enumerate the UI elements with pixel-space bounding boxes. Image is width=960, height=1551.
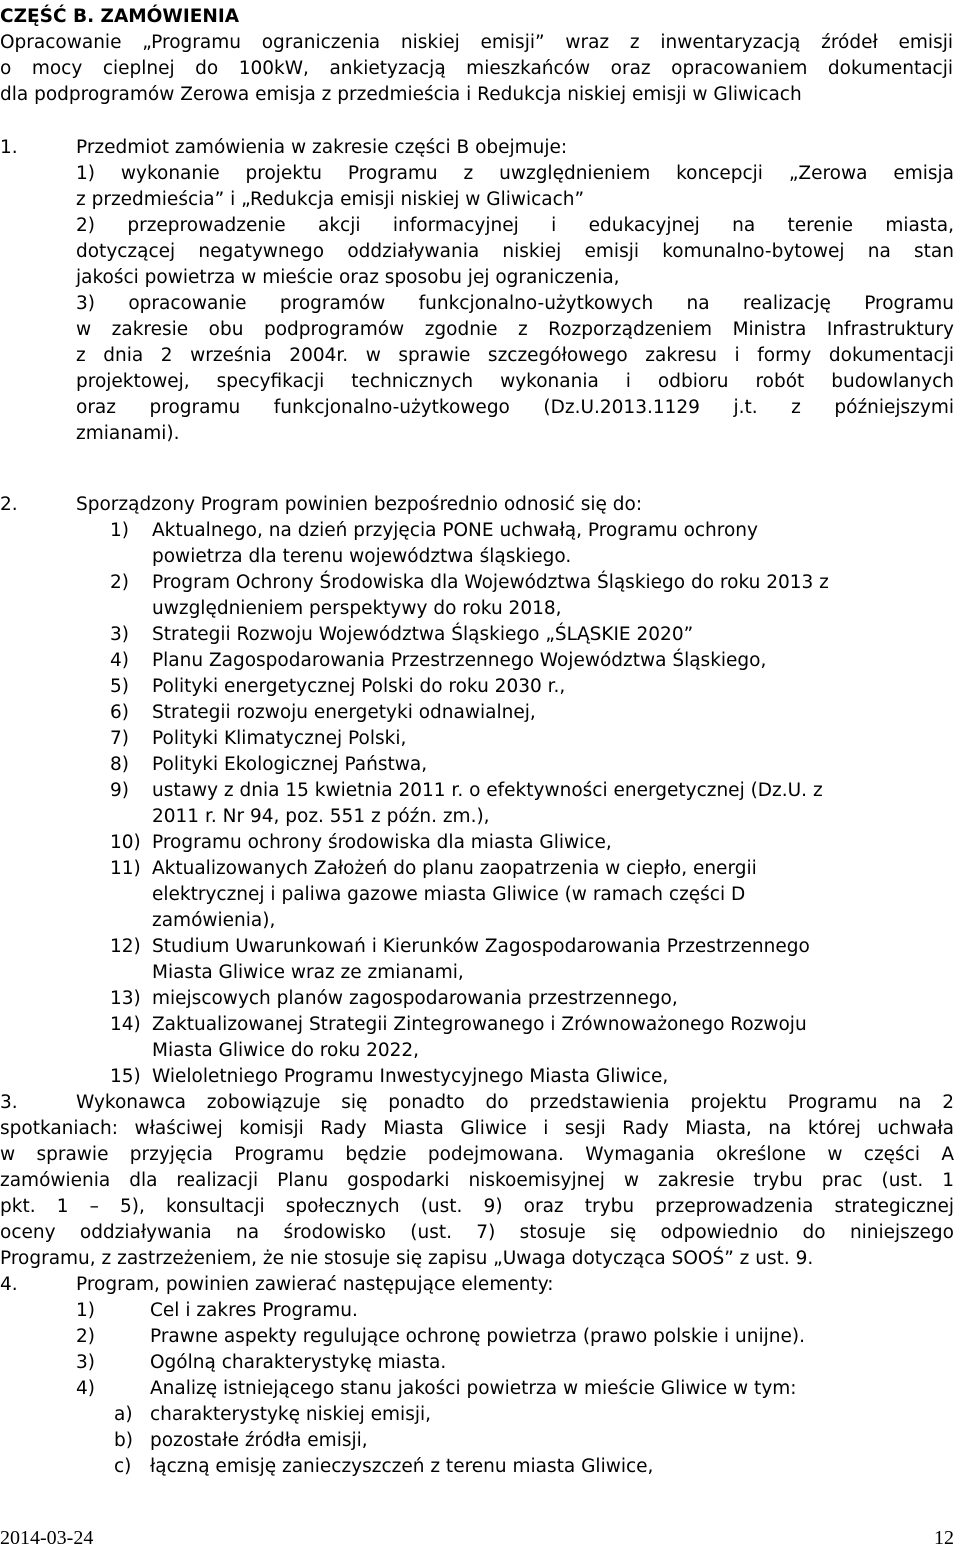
section1-line: oraz programu funkcjonalno-użytkowego (Dz.U.2013.1129 j.t. z późniejszymi (76, 397, 954, 418)
list-item: Aktualizowanych Założeń do planu zaopatrzenia w ciepło, energii (152, 858, 757, 879)
list-item-number: 5) (110, 676, 129, 697)
list-item: Planu Zagospodarowania Przestrzennego Województwa Śląskiego, (152, 650, 767, 671)
list-item-number: 9) (110, 780, 129, 801)
footer-date: 2014-03-24 (0, 1527, 94, 1549)
list-item: Ogólną charakterystykę miasta. (150, 1352, 447, 1373)
section1-line: 1) wykonanie projektu Programu z uwzględnieniem koncepcji „Zerowa emisja (76, 163, 954, 184)
section3-line: pkt. 1 – 5), konsultacji społecznych (ust. 9) oraz trybu przeprowadzenia strategicznej (0, 1196, 954, 1217)
list-item: Miasta Gliwice do roku 2022, (152, 1040, 420, 1061)
list-item: Studium Uwarunkowań i Kierunków Zagospodarowania Przestrzennego (152, 936, 810, 957)
list-item: miejscowych planów zagospodarowania przestrzennego, (152, 988, 678, 1009)
sublist-item-letter: a) (114, 1404, 133, 1425)
list-item: elektrycznej i paliwa gazowe miasta Gliwice (w ramach części D (152, 884, 746, 905)
list-item: powietrza dla terenu województwa śląskiego. (152, 546, 572, 567)
list-item: uwzględnieniem perspektywy do roku 2018, (152, 598, 562, 619)
list-item: Program Ochrony Środowiska dla Województwa Śląskiego do roku 2013 z (152, 572, 829, 593)
intro-line: o mocy cieplnej do 100kW, ankietyzacją mieszkańców oraz opracowaniem dokumentacji (0, 58, 953, 79)
section1-line: dotyczącej negatywnego oddziaływania niskiej emisji komunalno-bytowej na stan (76, 241, 954, 262)
list-item-number: 1) (110, 520, 129, 541)
section3-line: Programu, z zastrzeżeniem, że nie stosuje się zapisu „Uwaga dotycząca SOOŚ” z ust. 9. (0, 1248, 814, 1269)
list-item: ustawy z dnia 15 kwietnia 2011 r. o efektywności energetycznej (Dz.U. z (152, 780, 823, 801)
list-item-number: 3) (110, 624, 129, 645)
section-number: 1. (0, 137, 18, 158)
list-item-number: 14) (110, 1014, 141, 1035)
section1-line: z dnia 2 września 2004r. w sprawie szczegółowego zakresu i formy dokumentacji (76, 345, 954, 366)
intro-line: dla podprogramów Zerowa emisja z przedmieścia i Redukcja niskiej emisji w Gliwicach (0, 84, 802, 105)
list-item: Strategii rozwoju energetyki odnawialnej, (152, 702, 536, 723)
section1-line: 3) opracowanie programów funkcjonalno-użytkowych na realizację Programu (76, 293, 954, 314)
list-item-number: 1) (76, 1300, 95, 1321)
section-number: 2. (0, 494, 18, 515)
section-heading: Sporządzony Program powinien bezpośrednio odnosić się do: (76, 494, 643, 515)
list-item: Aktualnego, na dzień przyjęcia PONE uchwałą, Programu ochrony (152, 520, 758, 541)
sublist-item-letter: b) (114, 1430, 133, 1451)
list-item-number: 8) (110, 754, 129, 775)
list-item-number: 4) (76, 1378, 95, 1399)
list-item-number: 2) (76, 1326, 95, 1347)
list-item: Programu ochrony środowiska dla miasta Gliwice, (152, 832, 612, 853)
section3-line: w sprawie przyjęcia Programu będzie podejmowana. Wymagania określone w części A (0, 1144, 954, 1165)
section3-line: Wykonawca zobowiązuje się ponadto do przedstawienia projektu Programu na 2 (76, 1092, 954, 1113)
list-item-number: 10) (110, 832, 141, 853)
section-heading: Przedmiot zamówienia w zakresie części B obejmuje: (76, 137, 568, 158)
section3-line: spotkaniach: właściwej komisji Rady Miasta Gliwice i sesji Rady Miasta, na której uchwała (0, 1118, 954, 1139)
list-item: Miasta Gliwice wraz ze zmianami, (152, 962, 464, 983)
section1-line: 2) przeprowadzenie akcji informacyjnej i edukacyjnej na terenie miasta, (76, 215, 954, 236)
section-number: 4. (0, 1274, 18, 1295)
list-item-number: 6) (110, 702, 129, 723)
list-item-number: 12) (110, 936, 141, 957)
page-title: CZĘŚĆ B. ZAMÓWIENIA (0, 6, 240, 27)
section3-line: oceny oddziaływania na środowisko (ust. 7) stosuje się odpowiednio do niniejszego (0, 1222, 954, 1243)
list-item: zamówienia), (152, 910, 276, 931)
list-item-number: 2) (110, 572, 129, 593)
sublist-item-letter: c) (114, 1456, 132, 1477)
section3-line: zamówienia dla realizacji Planu gospodarki niskoemisyjnej w zakresie trybu prac (ust. 1 (0, 1170, 954, 1191)
list-item: Zaktualizowanej Strategii Zintegrowanego i Zrównoważonego Rozwoju (152, 1014, 807, 1035)
list-item: Polityki Klimatycznej Polski, (152, 728, 407, 749)
list-item: 2011 r. Nr 94, poz. 551 z późn. zm.), (152, 806, 490, 827)
section-number: 3. (0, 1092, 18, 1113)
list-item-number: 7) (110, 728, 129, 749)
section1-line: z przedmieścia” i „Redukcja emisji niskiej w Gliwicach” (76, 189, 585, 210)
list-item: Prawne aspekty regulujące ochronę powietrza (prawo polskie i unijne). (150, 1326, 805, 1347)
list-item: Polityki Ekologicznej Państwa, (152, 754, 428, 775)
list-item: Analizę istniejącego stanu jakości powietrza w mieście Gliwice w tym: (150, 1378, 797, 1399)
section-heading: Program, powinien zawierać następujące elementy: (76, 1274, 554, 1295)
page-number: 12 (934, 1527, 954, 1549)
list-item: Cel i zakres Programu. (150, 1300, 358, 1321)
section1-line: projektowej, specyfikacji technicznych wykonania i odbioru robót budowlanych (76, 371, 954, 392)
list-item: Strategii Rozwoju Województwa Śląskiego „ŚLĄSKIE 2020” (152, 624, 694, 645)
intro-line: Opracowanie „Programu ograniczenia niskiej emisji” wraz z inwentaryzacją źródeł emisji (0, 32, 953, 53)
section1-line: jakości powietrza w mieście oraz sposobu jej ograniczenia, (76, 267, 620, 288)
list-item-number: 11) (110, 858, 141, 879)
sublist-item: łączną emisję zanieczyszczeń z terenu miasta Gliwice, (150, 1456, 654, 1477)
sublist-item: pozostałe źródła emisji, (150, 1430, 368, 1451)
sublist-item: charakterystykę niskiej emisji, (150, 1404, 431, 1425)
list-item-number: 15) (110, 1066, 141, 1087)
section1-line: w zakresie obu podprogramów zgodnie z Rozporządzeniem Ministra Infrastruktury (76, 319, 954, 340)
list-item-number: 13) (110, 988, 141, 1009)
section1-line: zmianami). (76, 423, 180, 444)
list-item: Polityki energetycznej Polski do roku 2030 r., (152, 676, 566, 697)
list-item-number: 3) (76, 1352, 95, 1373)
list-item: Wieloletniego Programu Inwestycyjnego Miasta Gliwice, (152, 1066, 669, 1087)
list-item-number: 4) (110, 650, 129, 671)
